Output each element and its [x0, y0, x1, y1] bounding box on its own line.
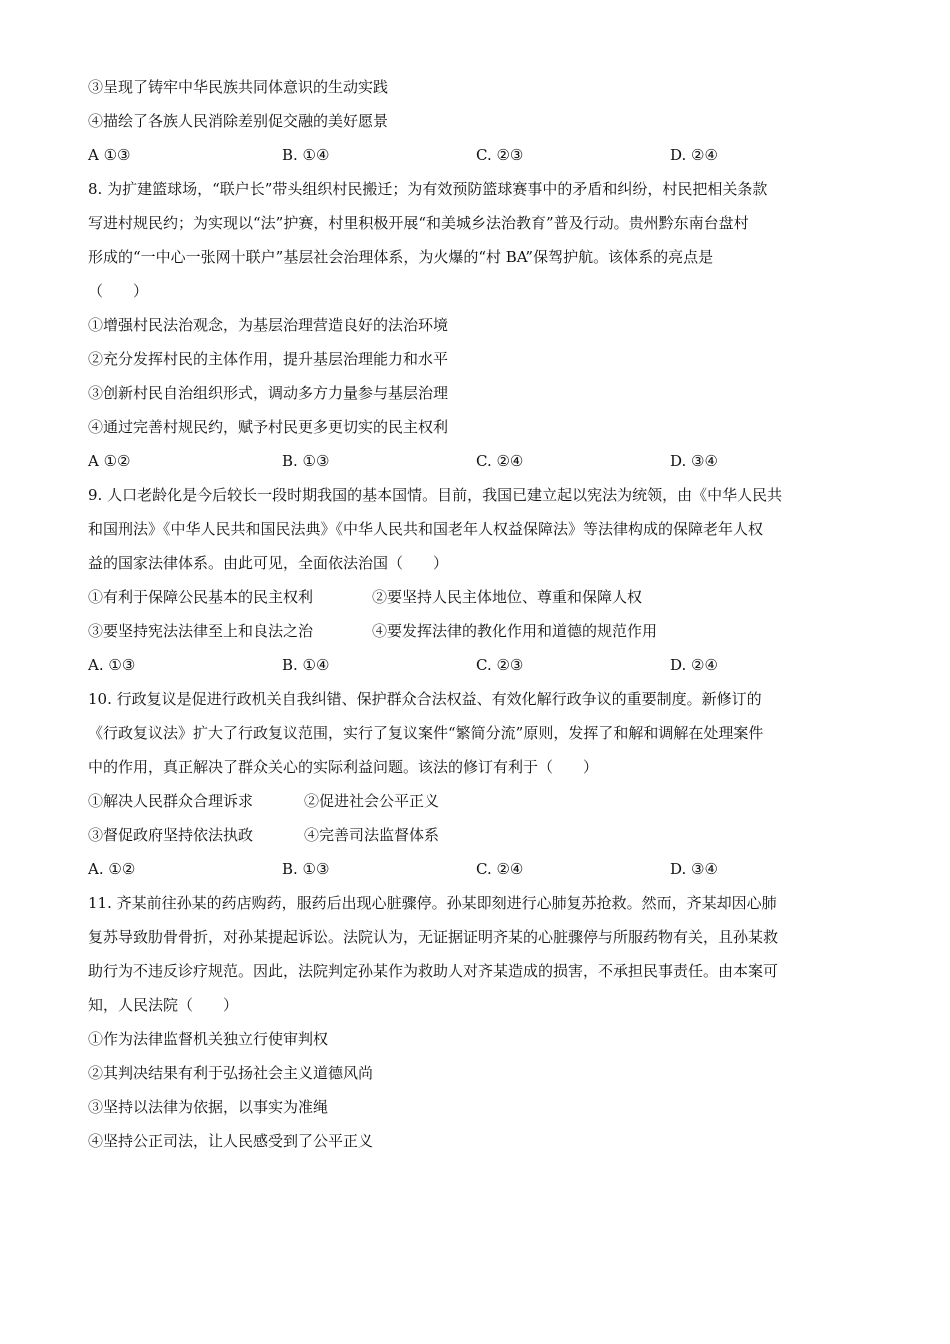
q8-choice-d: D. ③④	[670, 452, 718, 470]
q9-stem-line-3: 益的国家法律体系。由此可见，全面依法治国（ ）	[88, 554, 449, 572]
q10-choice-d: D. ③④	[670, 860, 718, 878]
q8-stem-line-1: 8. 为扩建篮球场，“联户长”带头组织村民搬迁；为有效预防篮球赛事中的矛盾和纠纷，村民把相关条款	[88, 180, 768, 198]
q11-stem-line-3: 助行为不违反诊疗规范。因此，法院判定孙某作为救助人对齐某造成的损害，不承担民事责任。由本案可	[88, 962, 779, 980]
q9-choice-d: D. ②④	[670, 656, 718, 674]
q9-answer-choices	[88, 648, 868, 682]
q10-option-1: ①解决人民群众合理诉求	[88, 792, 254, 810]
q9-choice-a: A. ①③	[88, 656, 136, 674]
q8-choice-a: A ①②	[88, 452, 131, 470]
q10-stem-line-3: 中的作用，真正解决了群众关心的实际利益问题。该法的修订有利于（ ）	[88, 758, 599, 776]
q9-option-2: ②要坚持人民主体地位、尊重和保障人权	[372, 588, 643, 606]
q10-answer-choices	[88, 852, 868, 886]
exam-page	[88, 70, 868, 1158]
q9-options-row-2	[88, 614, 868, 648]
q9-stem-line-1: 9. 人口老龄化是今后较长一段时期我国的基本国情。目前，我国已建立起以宪法为统领，由《中华人民共	[88, 486, 783, 504]
q7-answer-choices	[88, 138, 868, 172]
q7-choice-c: C. ②③	[476, 146, 524, 164]
q8-choice-b: B. ①③	[282, 452, 330, 470]
q10-options-row-1	[88, 784, 868, 818]
q10-option-4: ④完善司法监督体系	[304, 826, 440, 844]
q8-stem-line-3: 形成的“一中心一张网十联户”基层社会治理体系，为火爆的“村 BA”保驾护航。该体系的亮点是	[88, 248, 714, 266]
q11-stem-line-1: 11. 齐某前往孙某的药店购药，服药后出现心脏骤停。孙某即刻进行心肺复苏抢救。然而，齐某却因心肺	[88, 894, 777, 912]
q8-option-4: ④通过完善村规民约，赋予村民更多更切实的民主权利	[88, 418, 449, 436]
q10-option-2: ②促进社会公平正义	[304, 792, 440, 810]
q9-option-3: ③要坚持宪法法律至上和良法之治	[88, 622, 314, 640]
q10-choice-a: A. ①②	[88, 860, 136, 878]
q9-option-4: ④要发挥法律的教化作用和道德的规范作用	[372, 622, 658, 640]
q7-option-4: ④描绘了各族人民消除差别促交融的美好愿景	[88, 112, 389, 130]
q10-option-3: ③督促政府坚持依法执政	[88, 826, 254, 844]
q11-stem-line-4: 知，人民法院（ ）	[88, 996, 239, 1014]
q11-option-3: ③坚持以法律为依据，以事实为准绳	[88, 1098, 329, 1116]
q10-stem-line-2: 《行政复议法》扩大了行政复议范围，实行了复议案件“繁简分流”原则，发挥了和解和调解在处理案件	[88, 724, 764, 742]
q9-stem-line-2: 和国刑法》《中华人民共和国民法典》《中华人民共和国老年人权益保障法》等法律构成的保障老年人权	[88, 520, 764, 538]
q10-choice-b: B. ①③	[282, 860, 330, 878]
q10-choice-c: C. ②④	[476, 860, 524, 878]
q8-option-1: ①增强村民法治观念，为基层治理营造良好的法治环境	[88, 316, 449, 334]
q8-choice-c: C. ②④	[476, 452, 524, 470]
q9-choice-b: B. ①④	[282, 656, 330, 674]
q11-option-4: ④坚持公正司法，让人民感受到了公平正义	[88, 1132, 374, 1150]
q9-options-row-1	[88, 580, 868, 614]
q11-option-1: ①作为法律监督机关独立行使审判权	[88, 1030, 329, 1048]
q7-choice-b: B. ①④	[282, 146, 330, 164]
q9-choice-c: C. ②③	[476, 656, 524, 674]
q8-option-3: ③创新村民自治组织形式，调动多方力量参与基层治理	[88, 384, 449, 402]
q11-option-2: ②其判决结果有利于弘扬社会主义道德风尚	[88, 1064, 374, 1082]
q10-stem-line-1: 10. 行政复议是促进行政机关自我纠错、保护群众合法权益、有效化解行政争议的重要制度。新修订的	[88, 690, 762, 708]
q8-stem-line-2: 写进村规民约；为实现以“法”护赛，村里积极开展“和美城乡法治教育”普及行动。贵州黔东南台盘村	[88, 214, 749, 232]
q10-options-row-2	[88, 818, 868, 852]
q8-stem-line-4: （ ）	[88, 282, 149, 300]
q11-stem-line-2: 复苏导致肋骨骨折，对孙某提起诉讼。法院认为，无证据证明齐某的心脏骤停与所服药物有关，且孙某救	[88, 928, 779, 946]
q8-answer-choices	[88, 444, 868, 478]
q9-option-1: ①有利于保障公民基本的民主权利	[88, 588, 314, 606]
q7-choice-a: A ①③	[88, 146, 131, 164]
q7-choice-d: D. ②④	[670, 146, 718, 164]
q8-option-2: ②充分发挥村民的主体作用，提升基层治理能力和水平	[88, 350, 449, 368]
q7-option-3: ③呈现了铸牢中华民族共同体意识的生动实践	[88, 78, 389, 96]
